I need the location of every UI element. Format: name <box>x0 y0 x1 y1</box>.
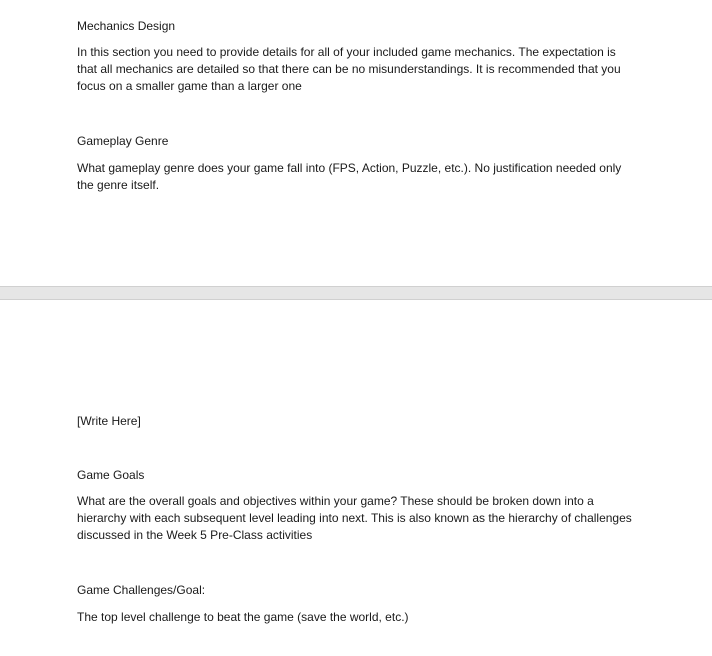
game-goals-heading: Game Goals <box>77 468 145 482</box>
mechanics-design-paragraph <box>77 44 637 95</box>
text-line: focus on a smaller game than a larger one <box>77 79 302 93</box>
text-line: that all mechanics are detailed so that there can be no misunderstandings. It is recommended that you <box>77 62 621 76</box>
text-line: hierarchy with each subsequent level leading into next. This is also known as the hierarchy of challenges <box>77 511 632 525</box>
write-here-placeholder[interactable]: [Write Here] <box>77 414 141 428</box>
gameplay-genre-paragraph <box>77 160 637 194</box>
text-line: What are the overall goals and objectives within your game? These should be broken down into a <box>77 494 594 508</box>
text-line: discussed in the Week 5 Pre-Class activities <box>77 528 313 542</box>
game-challenges-heading: Game Challenges/Goal: <box>77 583 206 597</box>
gameplay-genre-heading: Gameplay Genre <box>77 134 169 148</box>
document-page-1 <box>0 0 712 286</box>
text-line: the genre itself. <box>77 178 160 192</box>
game-goals-paragraph <box>77 493 637 544</box>
document-page-2 <box>0 300 712 656</box>
game-challenges-paragraph <box>77 609 637 626</box>
mechanics-design-heading: Mechanics Design <box>77 19 176 33</box>
text-line: The top level challenge to beat the game (save the world, etc.) <box>77 610 409 624</box>
text-line: What gameplay genre does your game fall into (FPS, Action, Puzzle, etc.). No justification needed only <box>77 161 622 175</box>
text-line: In this section you need to provide details for all of your included game mechanics. The expectation is <box>77 45 616 59</box>
page-break-gap <box>0 286 712 300</box>
